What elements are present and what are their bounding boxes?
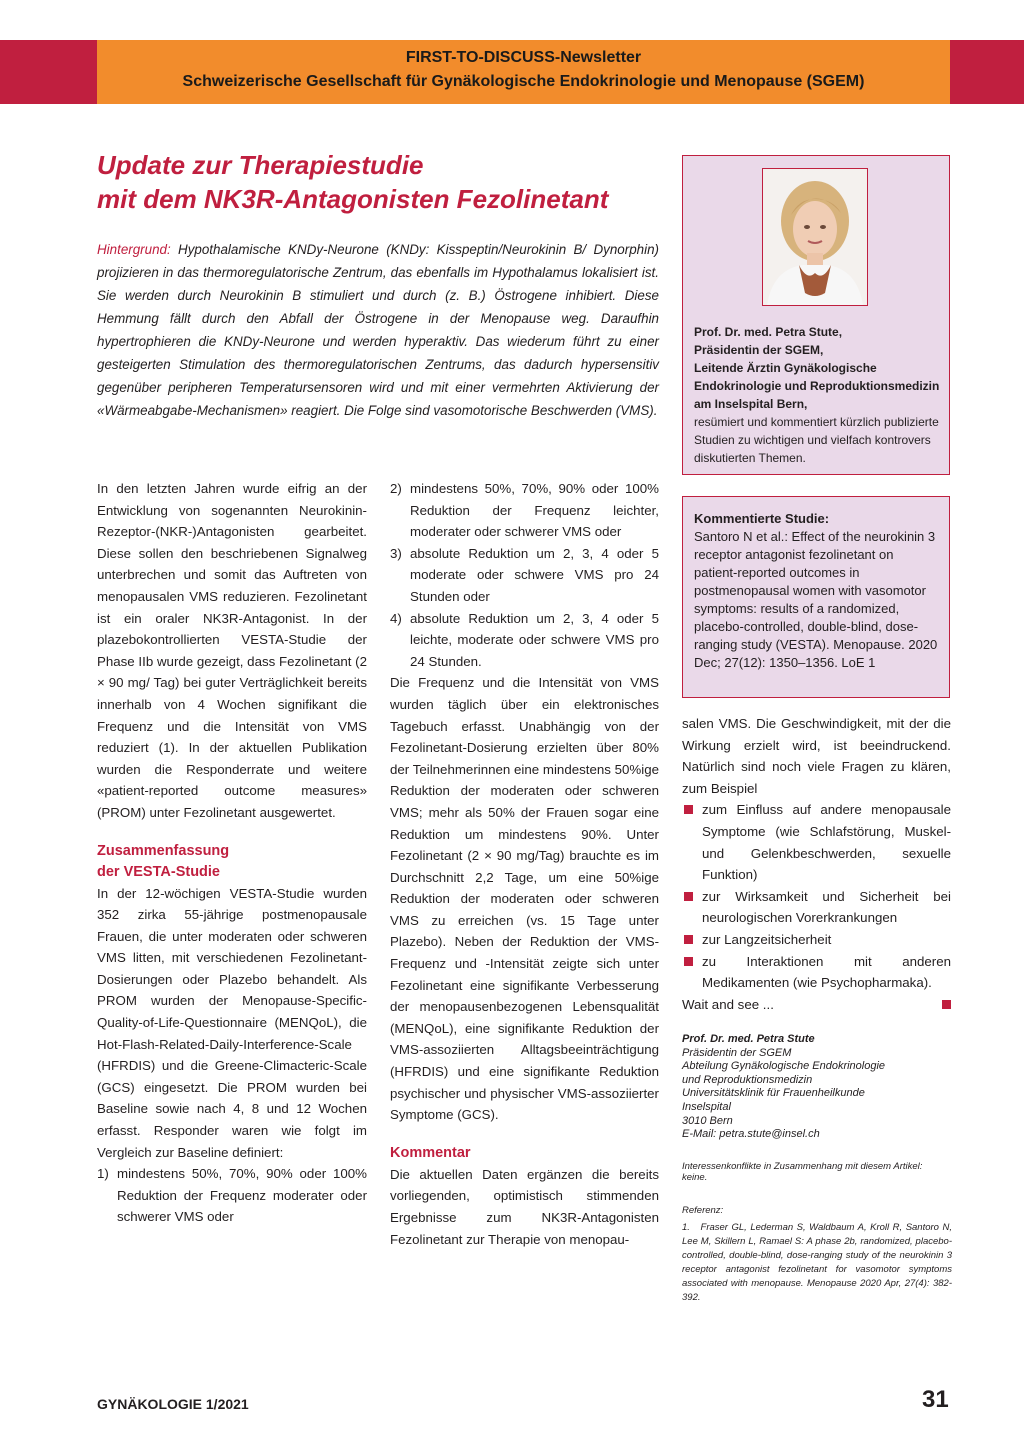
column-1 — [97, 478, 367, 1228]
closing-line — [682, 994, 951, 1016]
end-square-icon — [942, 1000, 951, 1009]
author-line: Inselspital — [682, 1100, 731, 1113]
title-line-2: mit dem NK3R-Antagonisten Fezolinetant — [97, 184, 609, 214]
section-heading-line-1: Zusammenfassung — [97, 842, 230, 859]
section-heading-summary — [97, 841, 367, 883]
bullet-item — [682, 886, 951, 929]
title-line-1: Update zur Therapiestudie — [97, 150, 424, 180]
bullet-text: zur Langzeitsicherheit — [702, 931, 832, 947]
summary-paragraph: In der 12-wöchigen VESTA-Studie wurden 352 zirka 55-jährige postmenopausale Frauen, die unter moderaten oder schweren VMS litten, mit verschiedenen Fezolinetant-Dosierungen oder Plazebo behandelt. Als PROM wurden der Menopause-Specific-Quality-of-Life-Questionnaire (MENQoL), die Hot-Flash-Related-Daily-Interference-Scale (HFRDIS) und die Greene-Climacteric-Scale (GCS) eingesetzt. Die PROM wurden bei Baseline sowie nach 4, 8 und 12 Wochen erfasst. Responder waren wie folgt im Vergleich zur Baseline definiert: — [97, 885, 367, 1160]
reference-heading: Referenz: — [682, 1205, 724, 1216]
author-line: Präsidentin der SGEM — [682, 1046, 792, 1059]
list-number: 1) — [97, 1166, 109, 1182]
lead-label: Hintergrund: — [97, 242, 171, 257]
list-text: absolute Reduktion um 2, 3, 4 oder 5 leichte, moderate oder schwere VMS pro 24 Stunden. — [410, 610, 659, 669]
study-citation: Santoro N et al.: Effect of the neurokinin 3 receptor antagonist fezolinetant on patient-reported outcomes in postmenopausal women with vasomotor symptoms: results of a randomized, placebo-controlled, double-blind, dose-ranging study (VESTA). Menopause. 2020 Dec; 27(12): 1350–1356. LoE 1 — [694, 529, 938, 670]
bullet-item — [682, 799, 951, 885]
list-text: mindestens 50%, 70%, 90% oder 100% Reduktion der Frequenz moderater oder schwerer VMS oder — [117, 1166, 367, 1225]
column-2 — [390, 478, 659, 1250]
list-number: 2) — [390, 481, 402, 496]
bullet-square-icon — [682, 929, 702, 951]
bullet-item — [682, 951, 951, 994]
section-heading-comment: Kommentar — [390, 1144, 471, 1161]
profile-role-1: Präsidentin der SGEM, — [694, 343, 824, 357]
header-right-bar — [950, 40, 1024, 104]
author-line: Universitätsklinik für Frauenheilkunde — [682, 1087, 865, 1100]
list-item — [390, 608, 659, 673]
lead-paragraph — [97, 238, 659, 422]
bullet-square-icon — [682, 799, 702, 885]
profile-text — [694, 323, 944, 467]
list-text: absolute Reduktion um 2, 3, 4 oder 5 moderate oder schwere VMS pro 24 Stunden oder — [410, 545, 659, 604]
intro-paragraph: In den letzten Jahren wurde eifrig an der Entwicklung von sogenannten Neurokinin-Rezeptor-(NKR-)Antagonisten gearbeitet. Diese sollen den beschriebenen Signalweg unterbrechen und somit das Auftreten von menopausalen VMS reduzieren. Fezolinetant ist ein oraler NK3R-Antagonist. In der plazebokontrollierten VESTA-Studie der Phase IIb wurde gezeigt, dass Fezolinetant (2 × 90 mg/ Tag) bei guter Verträglichkeit bereits innerhalb von 4 Wochen signifikant die Frequenz und die Intensität von VMS reduziert (1). In der aktuellen Publikation wurden die Responderrate und weitere «patient-reported outcome measures» (PROM) unter Fezolinetant ausgewertet. — [97, 481, 367, 820]
profile-description: resümiert und kommentiert kürzlich publizierte Studien zu wichtigen und vielfach kontrovers diskutierten Themen. — [694, 415, 939, 465]
bullet-text: zur Wirksamkeit und Sicherheit bei neurologischen Vorerkrankungen — [702, 888, 951, 926]
reference-item: 1. Fraser GL, Lederman S, Waldbaum A, Kroll R, Santoro N, Lee M, Skillern L, Ramael S: A phase 2b, randomized, placebo-controlled, double-blind, dose-ranging study of the neurokinin 3 receptor antagonist fezolinetant for vasomotor symptoms associated with menopause. Menopause 2020 Apr, 27(4): 382-392. — [682, 1222, 952, 1303]
list-item — [390, 478, 659, 543]
study-heading: Kommentierte Studie: — [694, 511, 830, 526]
author-email[interactable]: E-Mail: petra.stute@insel.ch — [682, 1128, 820, 1141]
newsletter-header — [97, 40, 950, 104]
author-line: Abteilung Gynäkologische Endokrinologie — [682, 1060, 886, 1073]
author-name: Prof. Dr. med. Petra Stute — [682, 1033, 815, 1045]
results-paragraph: Die Frequenz und die Intensität von VMS wurden täglich über ein elektronisches Tagebuch erfasst. Unabhängig von der Fezolinetant-Dosierung erzielten über 80% der Teilnehmerinnen eine mindestens 50%ige Reduktion der moderaten oder schweren VMS; mehr als 50% der Frauen sogar eine Reduktion um mindestens 90%. Unter Fezolinetant (2 × 90 mg/Tag) brauchte es im Durchschnitt 2,2 Tage, um eine 50%ige Reduktion der moderaten oder schweren VMS zu erreichen (vs. 15 Tage unter Plazebo). Neben der Reduktion der VMS-Frequenz und -Intensität zeigte sich unter Fezolinetant eine signifikante Verbesserung der menopausenbezogenen Lebensqualität (MENQoL), eine signifikante Reduktion der VMS-assoziierten Alltagsbeeinträchtigung (HFRDIS) und eine signifikante Reduktion psychischer und physischer VMS-assoziierter Symptome (GCS). — [390, 675, 659, 1123]
bullet-square-icon — [682, 951, 702, 994]
list-number: 4) — [390, 610, 402, 626]
header-subtitle: Schweizerische Gesellschaft für Gynäkologische Endokrinologie und Menopause (SGEM) — [182, 73, 865, 90]
section-heading-line-2: der VESTA-Studie — [97, 863, 220, 880]
comment-paragraph: Die aktuellen Daten ergänzen die bereits vorliegenden, optimistisch stimmenden Ergebnisse zum NK3R-Antagonisten Fezolinetant zur Therapie von menopau- — [390, 1166, 659, 1247]
bullet-text: zum Einfluss auf andere menopausale Symptome (wie Schlafstörung, Muskel- und Gelenkbeschwerden, sexuelle Funktion) — [702, 802, 951, 883]
portrait-image — [763, 169, 867, 305]
bullet-item — [682, 929, 951, 951]
author-line: 3010 Bern — [682, 1114, 733, 1127]
header-title: FIRST-TO-DISCUSS-Newsletter — [405, 49, 642, 66]
list-item — [390, 543, 659, 608]
list-text: mindestens 50%, 70%, 90% oder 100% Reduktion der Frequenz leichter, moderater oder schwerer VMS oder — [410, 481, 659, 540]
column-3 — [682, 713, 951, 1015]
comment-continued-paragraph: salen VMS. Die Geschwindigkeit, mit der die Wirkung erzielt wird, ist beeindruckend. Natürlich sind noch viele Fragen zu klären, zum Beispiel — [682, 716, 951, 796]
header-left-bar — [0, 40, 97, 104]
lead-text: Hypothalamische KNDy-Neurone (KNDy: Kisspeptin/Neurokinin B/ Dynorphin) projizieren in das thermoregulatorische Zentrum, das ebenfalls im Hypothalamus lokalisiert ist. Sie werden durch Neurokinin B stimuliert und durch (z. B.) Östrogene inhibiert. Diese Hemmung fällt durch den Abfall der Östrogene in der Menopause weg. Daraufhin hypertrophieren die KNDy-Neurone und werden hyperaktiv. Das wiederum führt zu einer gesteigerten Stimulation des thermoregulatorischen Zentrums, das dadurch hypersensitiv gegenüber peripheren Temperatursensoren wird und mit einer vermehrten Aktivierung der «Wärmeabgabe-Mechanismen» reagiert. Die Folge sind vasomotorische Beschwerden (VMS). — [97, 242, 659, 418]
profile-role-2: Leitende Ärztin Gynäkologische Endokrinologie und Reproduktionsmedizin am Inselspital Bern, — [694, 361, 940, 411]
conflict-of-interest: Interessenkonflikte in Zusammenhang mit diesem Artikel: keine. — [682, 1161, 923, 1183]
article-title — [97, 148, 657, 216]
bullet-text: zu Interaktionen mit anderen Medikamenten (wie Psychopharmaka). — [702, 953, 951, 991]
journal-footer: GYNÄKOLOGIE 1/2021 — [97, 1396, 249, 1412]
page-number: 31 — [922, 1386, 949, 1413]
list-item — [97, 1163, 367, 1228]
list-number: 3) — [390, 545, 402, 561]
author-info — [682, 1033, 950, 1142]
author-portrait — [762, 168, 868, 306]
bullet-square-icon — [682, 886, 702, 929]
profile-name: Prof. Dr. med. Petra Stute, — [694, 325, 843, 339]
closing-text: Wait and see ... — [682, 996, 774, 1012]
study-text — [694, 510, 940, 672]
author-line: und Reproduktionsmedizin — [682, 1073, 813, 1086]
